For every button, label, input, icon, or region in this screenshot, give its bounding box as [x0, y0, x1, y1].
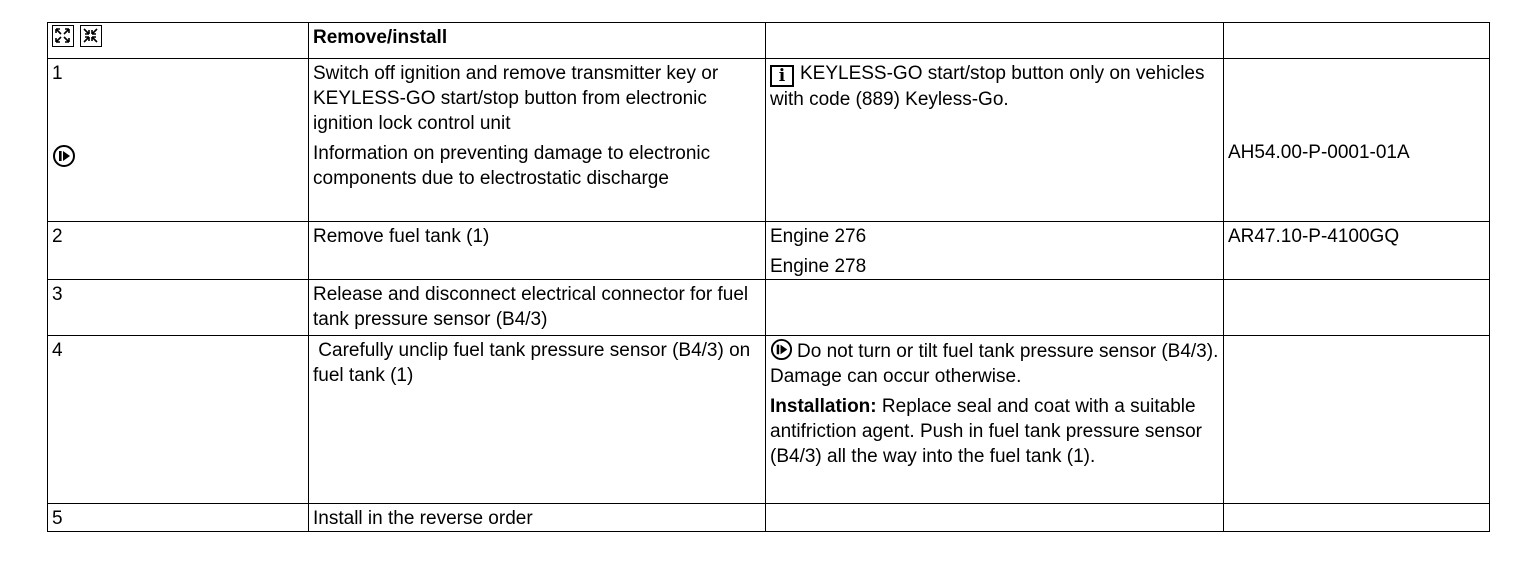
- step-action: Release and disconnect electrical connector for fuel tank pressure sensor (B4/3): [309, 280, 766, 336]
- engine-note: Engine 276: [770, 226, 867, 247]
- step-action: Remove fuel tank (1): [309, 222, 766, 280]
- header-icons-cell: [48, 23, 309, 59]
- procedure-table: [47, 22, 1490, 532]
- installation-label: Installation:: [770, 396, 877, 417]
- step-note-cell: [766, 222, 1224, 280]
- step-note-cell: [766, 504, 1224, 532]
- step-note-cell: [766, 336, 1224, 504]
- installation-note: [770, 394, 1219, 469]
- caution-icon: [770, 338, 793, 361]
- table-row: [48, 222, 1490, 280]
- step-number: 5: [48, 504, 309, 532]
- step-note-cell: [766, 59, 1224, 222]
- warning-note: [770, 338, 1219, 389]
- esd-warning-icon: [52, 144, 304, 175]
- step-reference-cell: [1224, 336, 1490, 504]
- step-reference-cell: [1224, 504, 1490, 532]
- header-title: Remove/install: [309, 23, 766, 59]
- table-row: [48, 504, 1490, 532]
- step-reference-cell: [1224, 280, 1490, 336]
- step-note-cell: [766, 280, 1224, 336]
- header-row: [48, 23, 1490, 59]
- step-number-cell: [48, 59, 309, 222]
- step-action: Install in the reverse order: [309, 504, 766, 532]
- step-number: 3: [48, 280, 309, 336]
- header-empty-cell: [766, 23, 1224, 59]
- expand-icon[interactable]: [52, 25, 74, 47]
- step-action: Switch off ignition and remove transmitter key or KEYLESS-GO start/stop button from electronic ignition lock control unit: [313, 63, 719, 134]
- step-reference-cell: [1224, 59, 1490, 222]
- info-icon: i: [770, 65, 794, 87]
- warning-text: Do not turn or tilt fuel tank pressure sensor (B4/3). Damage can occur otherwise.: [770, 341, 1219, 387]
- installation-text: Replace seal and coat with a suitable antifriction agent. Push in fuel tank pressure sensor (B4/3) all the way into the fuel tank (1).: [770, 396, 1202, 467]
- step-number: 4: [48, 336, 309, 504]
- step-action: Information on preventing damage to electronic components due to electrostatic discharge: [313, 143, 711, 189]
- step-number: 2: [48, 222, 309, 280]
- document-reference-link[interactable]: AH54.00-P-0001-01A: [1228, 142, 1410, 163]
- step-note: KEYLESS-GO start/stop button only on vehicles with code (889) Keyless-Go.: [770, 63, 1205, 110]
- step-number: 1: [52, 63, 63, 84]
- table-row: [48, 59, 1490, 222]
- collapse-icon[interactable]: [80, 25, 102, 47]
- document-reference-link[interactable]: AR47.10-P-4100GQ: [1224, 222, 1490, 280]
- step-action: Carefully unclip fuel tank pressure sensor (B4/3) on fuel tank (1): [309, 336, 766, 504]
- engine-note: Engine 278: [770, 256, 867, 277]
- header-empty-cell: [1224, 23, 1490, 59]
- table-row: [48, 280, 1490, 336]
- step-action-cell: [309, 59, 766, 222]
- table-row: [48, 336, 1490, 504]
